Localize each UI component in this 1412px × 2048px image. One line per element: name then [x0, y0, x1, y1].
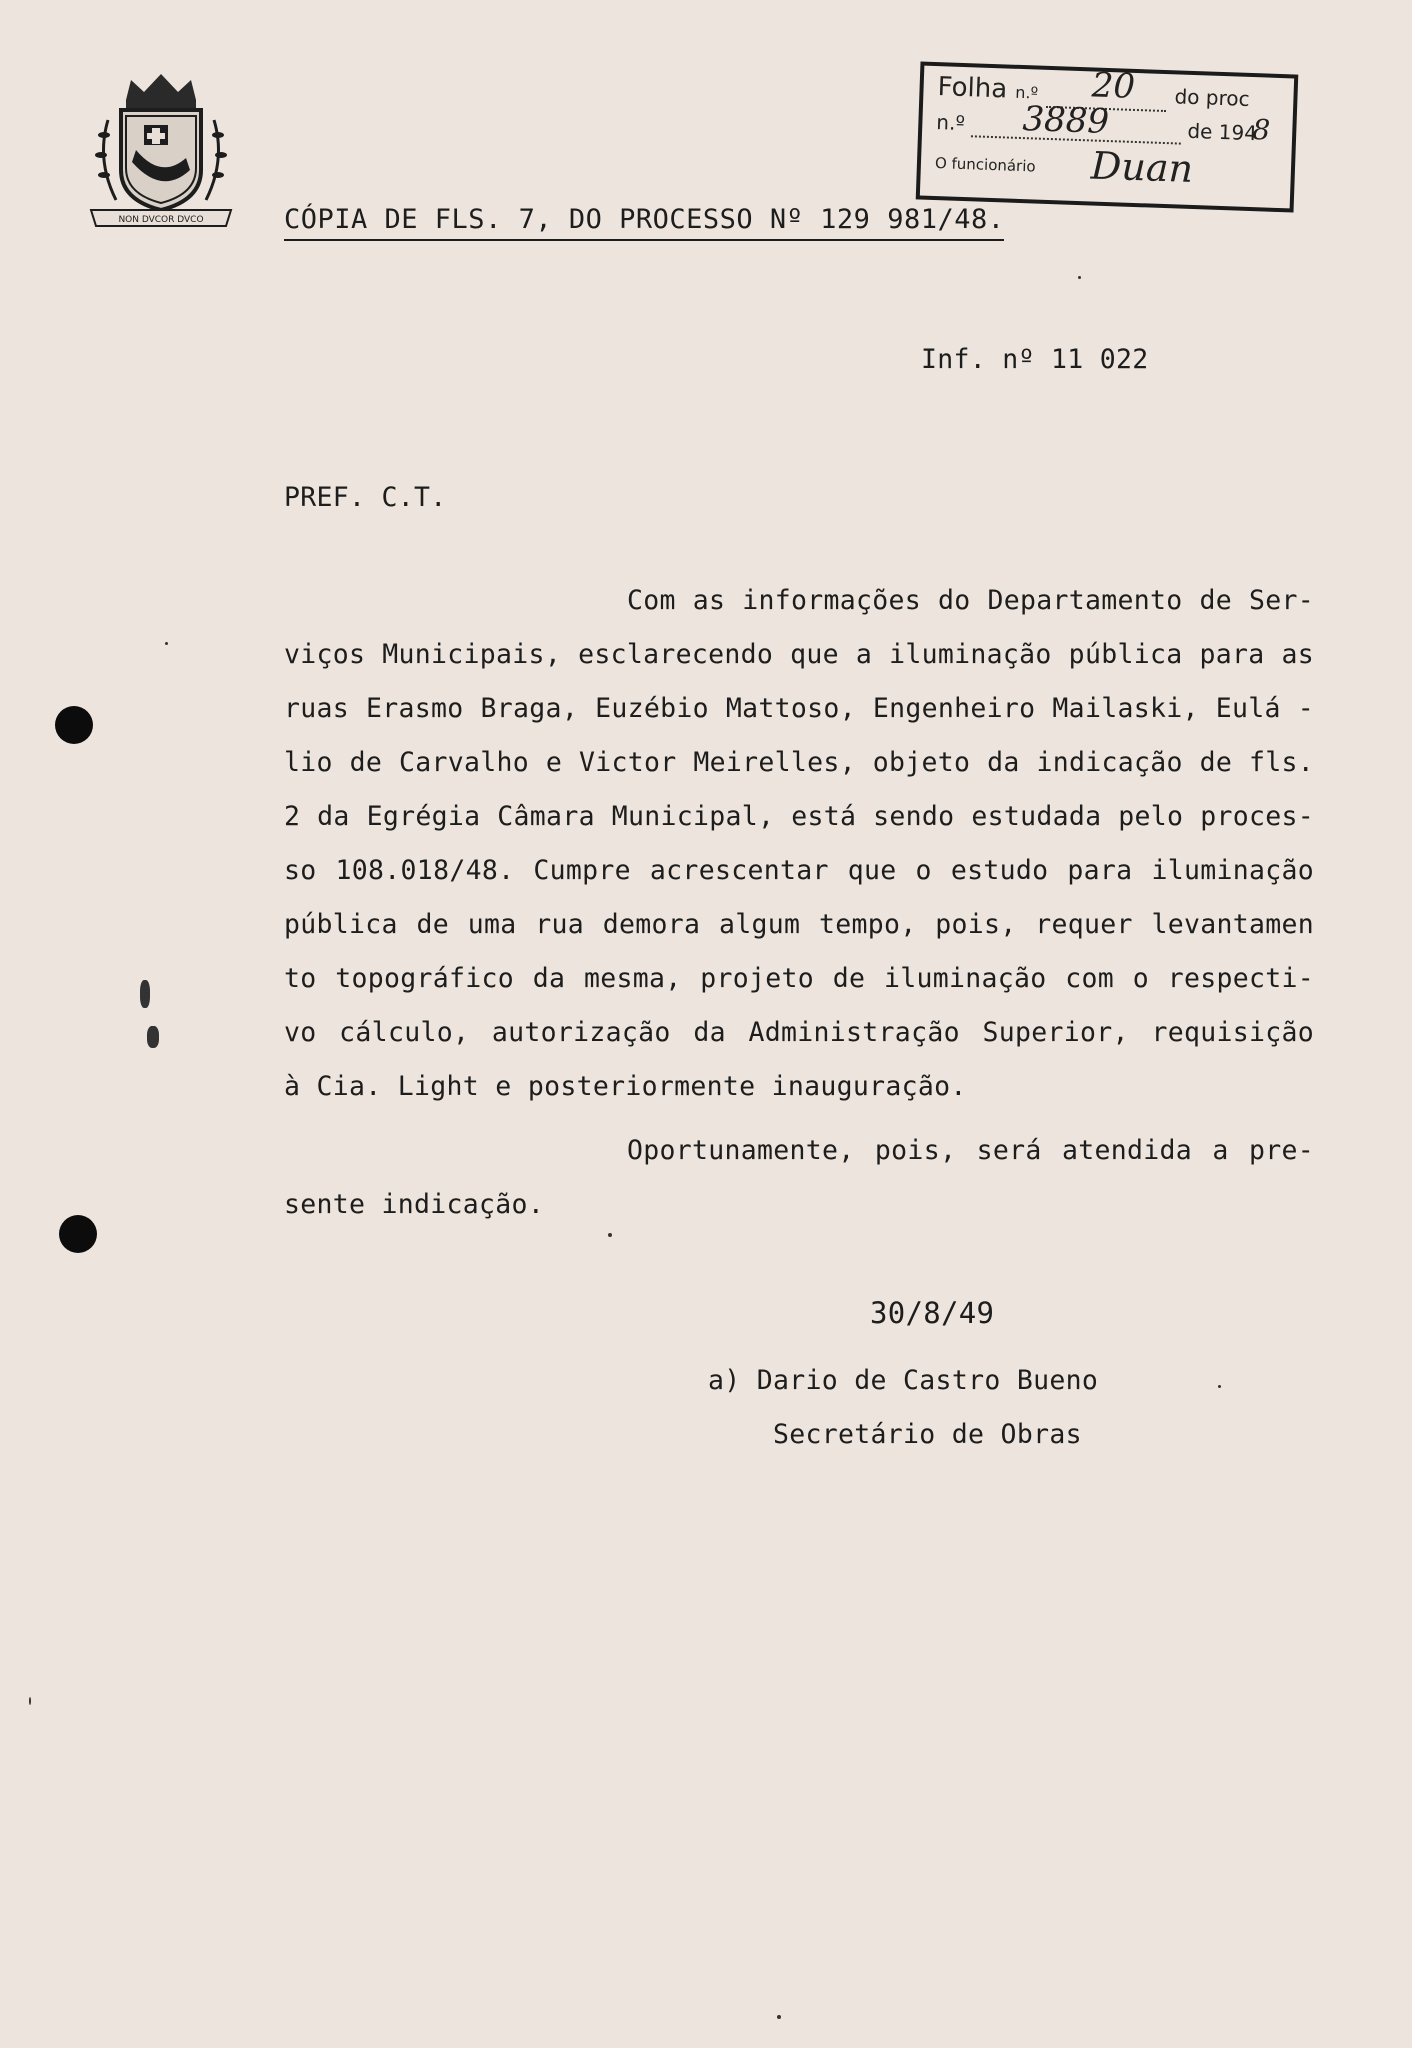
ink-mark — [140, 980, 150, 1008]
inf-number: Inf. nº 11 022 — [921, 344, 1149, 375]
speck — [29, 1697, 31, 1705]
stamp-proc-value: 3889 — [1021, 99, 1110, 143]
paragraph-1-line: à Cia. Light e posteriormente inauguração. — [284, 1071, 967, 1102]
stamp-n-label-2: n.º — [935, 110, 966, 136]
sao-paulo-coat-of-arms-icon — [86, 70, 236, 230]
stamp-signature: Duan — [1090, 143, 1194, 192]
speck — [777, 2015, 781, 2019]
paragraph-1-line: viços Municipais, esclarecendo que a iluminação pública para as — [284, 639, 1314, 670]
stamp-folha-label: Folha — [937, 72, 1008, 105]
speck — [1078, 276, 1081, 279]
document-heading — [284, 204, 1004, 235]
folha-stamp — [916, 61, 1299, 212]
speck — [165, 642, 168, 645]
stamp-year-value: 8 — [1251, 113, 1271, 147]
stamp-folha-value: 20 — [1091, 65, 1136, 107]
punch-hole — [59, 1215, 97, 1253]
paragraph-2 — [284, 1124, 1314, 1232]
crest-motto: NON DVCOR DVCO — [118, 215, 204, 225]
speck — [608, 1233, 612, 1237]
signer-name: a) Dario de Castro Bueno — [708, 1365, 1099, 1396]
signer-title: Secretário de Obras — [773, 1419, 1082, 1450]
paragraph-1-line: vo cálculo, autorização da Administração Superior, requisição — [284, 1017, 1314, 1048]
paragraph-1-line: 2 da Egrégia Câmara Municipal, está sendo estudada pelo proces- — [284, 801, 1314, 832]
stamp-do-proc-label: do proc — [1174, 84, 1250, 111]
heading-text: CÓPIA DE FLS. 7, DO PROCESSO Nº 129 981/48. — [284, 204, 1004, 241]
stamp-de-label: de 194 — [1187, 118, 1258, 146]
paragraph-1-line: to topográfico da mesma, projeto de iluminação com o respecti- — [284, 963, 1314, 994]
ink-mark — [147, 1026, 159, 1048]
paragraph-1-line: pública de uma rua demora algum tempo, pois, requer levantamen — [284, 909, 1314, 940]
document-date: 30/8/49 — [870, 1296, 995, 1330]
paragraph-2-line: Oportunamente, pois, será atendida a pre- — [627, 1135, 1314, 1166]
paragraph-1-line: lio de Carvalho e Victor Meirelles, objeto da indicação de fls. — [284, 747, 1314, 778]
addressee: PREF. C.T. — [284, 482, 447, 513]
stamp-n-label-1: n.º — [1015, 82, 1039, 103]
paragraph-1-line: Com as informações do Departamento de Ser- — [627, 585, 1314, 616]
punch-hole — [55, 706, 93, 744]
speck — [1218, 1385, 1221, 1388]
paragraph-2-line: sente indicação. — [284, 1189, 545, 1220]
paragraph-1-line: ruas Erasmo Braga, Euzébio Mattoso, Engenheiro Mailaski, Eulá - — [284, 693, 1314, 724]
stamp-funcionario-label: O funcionário — [934, 154, 1036, 176]
paragraph-1-line: so 108.018/48. Cumpre acrescentar que o estudo para iluminação — [284, 855, 1314, 886]
paragraph-1 — [284, 574, 1314, 1114]
